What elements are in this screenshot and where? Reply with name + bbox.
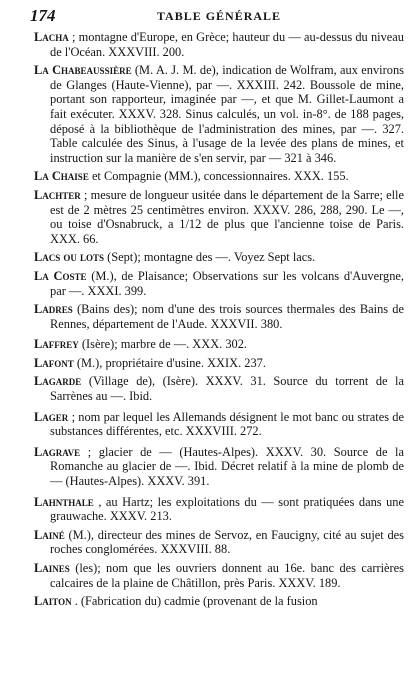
entry-headword: La Chaise: [34, 169, 89, 184]
entry-text: (Sept); montagne des —. Voyez Sept lacs.: [107, 250, 316, 265]
index-entry: [34, 250, 404, 265]
entry-headword: La Chabeaussière: [34, 63, 132, 78]
entry-headword: Lachter: [34, 187, 81, 202]
index-entry: [34, 410, 404, 439]
entry-text: ; nom par lequel les Allemands désignent le mot banc ou strates de substances différentes, etc. XXXVIII. 272.: [50, 409, 404, 439]
index-entry: [34, 302, 404, 331]
index-entry: [34, 169, 404, 184]
index-entry: [34, 337, 404, 352]
entry-text: , au Hartz; les exploitations du — sont pratiquées dans une grauwache. XXXV. 213.: [50, 494, 404, 524]
index-entry: [34, 188, 404, 246]
entry-text: ; glacier de — (Hautes-Alpes). XXXV. 30. Source de la Romanche au glacier de —. Ibid. Décret relatif à la mine de plomb de — (Hautes-Alpes). XXXV. 391.: [50, 444, 404, 489]
entry-text: (M.), propriétaire d'usine. XXIX. 237.: [76, 355, 266, 370]
entry-text: (Isère); marbre de —. XXX. 302.: [81, 337, 248, 352]
index-entry: [34, 63, 404, 165]
entry-headword: Lahnthale: [34, 494, 94, 509]
entry-text: (M.), directeur des mines de Servoz, en Faucigny, cité au sujet des roches conglomérées. XXXVIII. 88.: [50, 527, 404, 557]
entry-headword: Lafont: [34, 355, 74, 370]
entry-headword: Laiton: [34, 594, 72, 609]
entry-text: (Bains des); nom d'une des trois sources thermales des Bains de Rennes, département de l'Aude. XXXVII. 380.: [50, 302, 404, 331]
entry-text: ; montagne d'Europe, en Grèce; hauteur du — au-dessus du niveau de l'Océan. XXXVIII. 200.: [50, 30, 404, 59]
entry-headword: La Coste: [34, 268, 87, 283]
entry-text: (Village de), (Isère). XXXV. 31. Source du torrent de la Sarrènes au —. Ibid.: [50, 374, 404, 404]
index-entry: [34, 561, 404, 590]
index-entry: [34, 445, 404, 489]
index-entry: [34, 269, 404, 298]
entry-headword: Lagrave: [34, 444, 81, 459]
entry-text: ; mesure de longueur usitée dans le département de la Sarre; elle est de 2 mètres 25 centimètres environ. XXXV. 286, 288, 290. Le —, ou toise d'Osnabruck, a 1/12 de plus que l'ancienne toise de Paris. XXX. 66.: [50, 187, 404, 246]
index-entry: [34, 30, 404, 59]
page-header: [30, 6, 408, 30]
entry-text: . (Fabrication du) cadmie (provenant de la fusion: [74, 594, 318, 609]
page-number: 174: [30, 6, 56, 25]
index-entry: [34, 594, 404, 609]
entry-headword: Laffrey: [34, 337, 79, 352]
entry-text: (les); nom que les ouvriers donnent au 16e. banc des carrières calcaires de la plaine de Châtillon, près Paris. XXXV. 189.: [50, 561, 404, 590]
index-entry: [34, 356, 404, 371]
entry-headword: Ladres: [34, 302, 73, 317]
running-title: TABLE GÉNÉRALE: [156, 9, 282, 23]
index-entries: [34, 30, 404, 613]
entry-headword: Lagarde: [34, 374, 82, 389]
entry-headword: Lacs ou lots: [34, 250, 104, 265]
index-entry: [34, 374, 404, 403]
entry-text: (M.), de Plaisance; Observations sur les volcans d'Auvergne, par —. XXXI. 399.: [50, 268, 405, 298]
index-entry: [34, 495, 404, 524]
entry-headword: Laines: [34, 561, 70, 575]
entry-headword: Lager: [34, 409, 69, 424]
entry-text: et Compagnie (MM.), concessionnaires. XXX. 155.: [91, 169, 349, 184]
entry-headword: Lacha: [34, 30, 69, 44]
index-entry: [34, 528, 404, 557]
entry-headword: Lainé: [34, 527, 65, 542]
entry-text: (M. A. J. M. de), indication de Wolfram, aux environs de Glanges (Haute-Vienne), par —. XXXIII. 242. Boussole de mine, portant son rapporteur, imaginée par —, et que M. Gillet-Laumont a fait exécuter. XXXV. 328. Sinus calculés, un vol. in-8°. de 188 pages, déposé à la bibliothèque de l'administration des mines, par —. 327. Table calculée des Sinus, à l'usage de la levée des plans de mines, et instruction sur la manière de s'en servir, par — 321 à 346.: [50, 63, 404, 165]
